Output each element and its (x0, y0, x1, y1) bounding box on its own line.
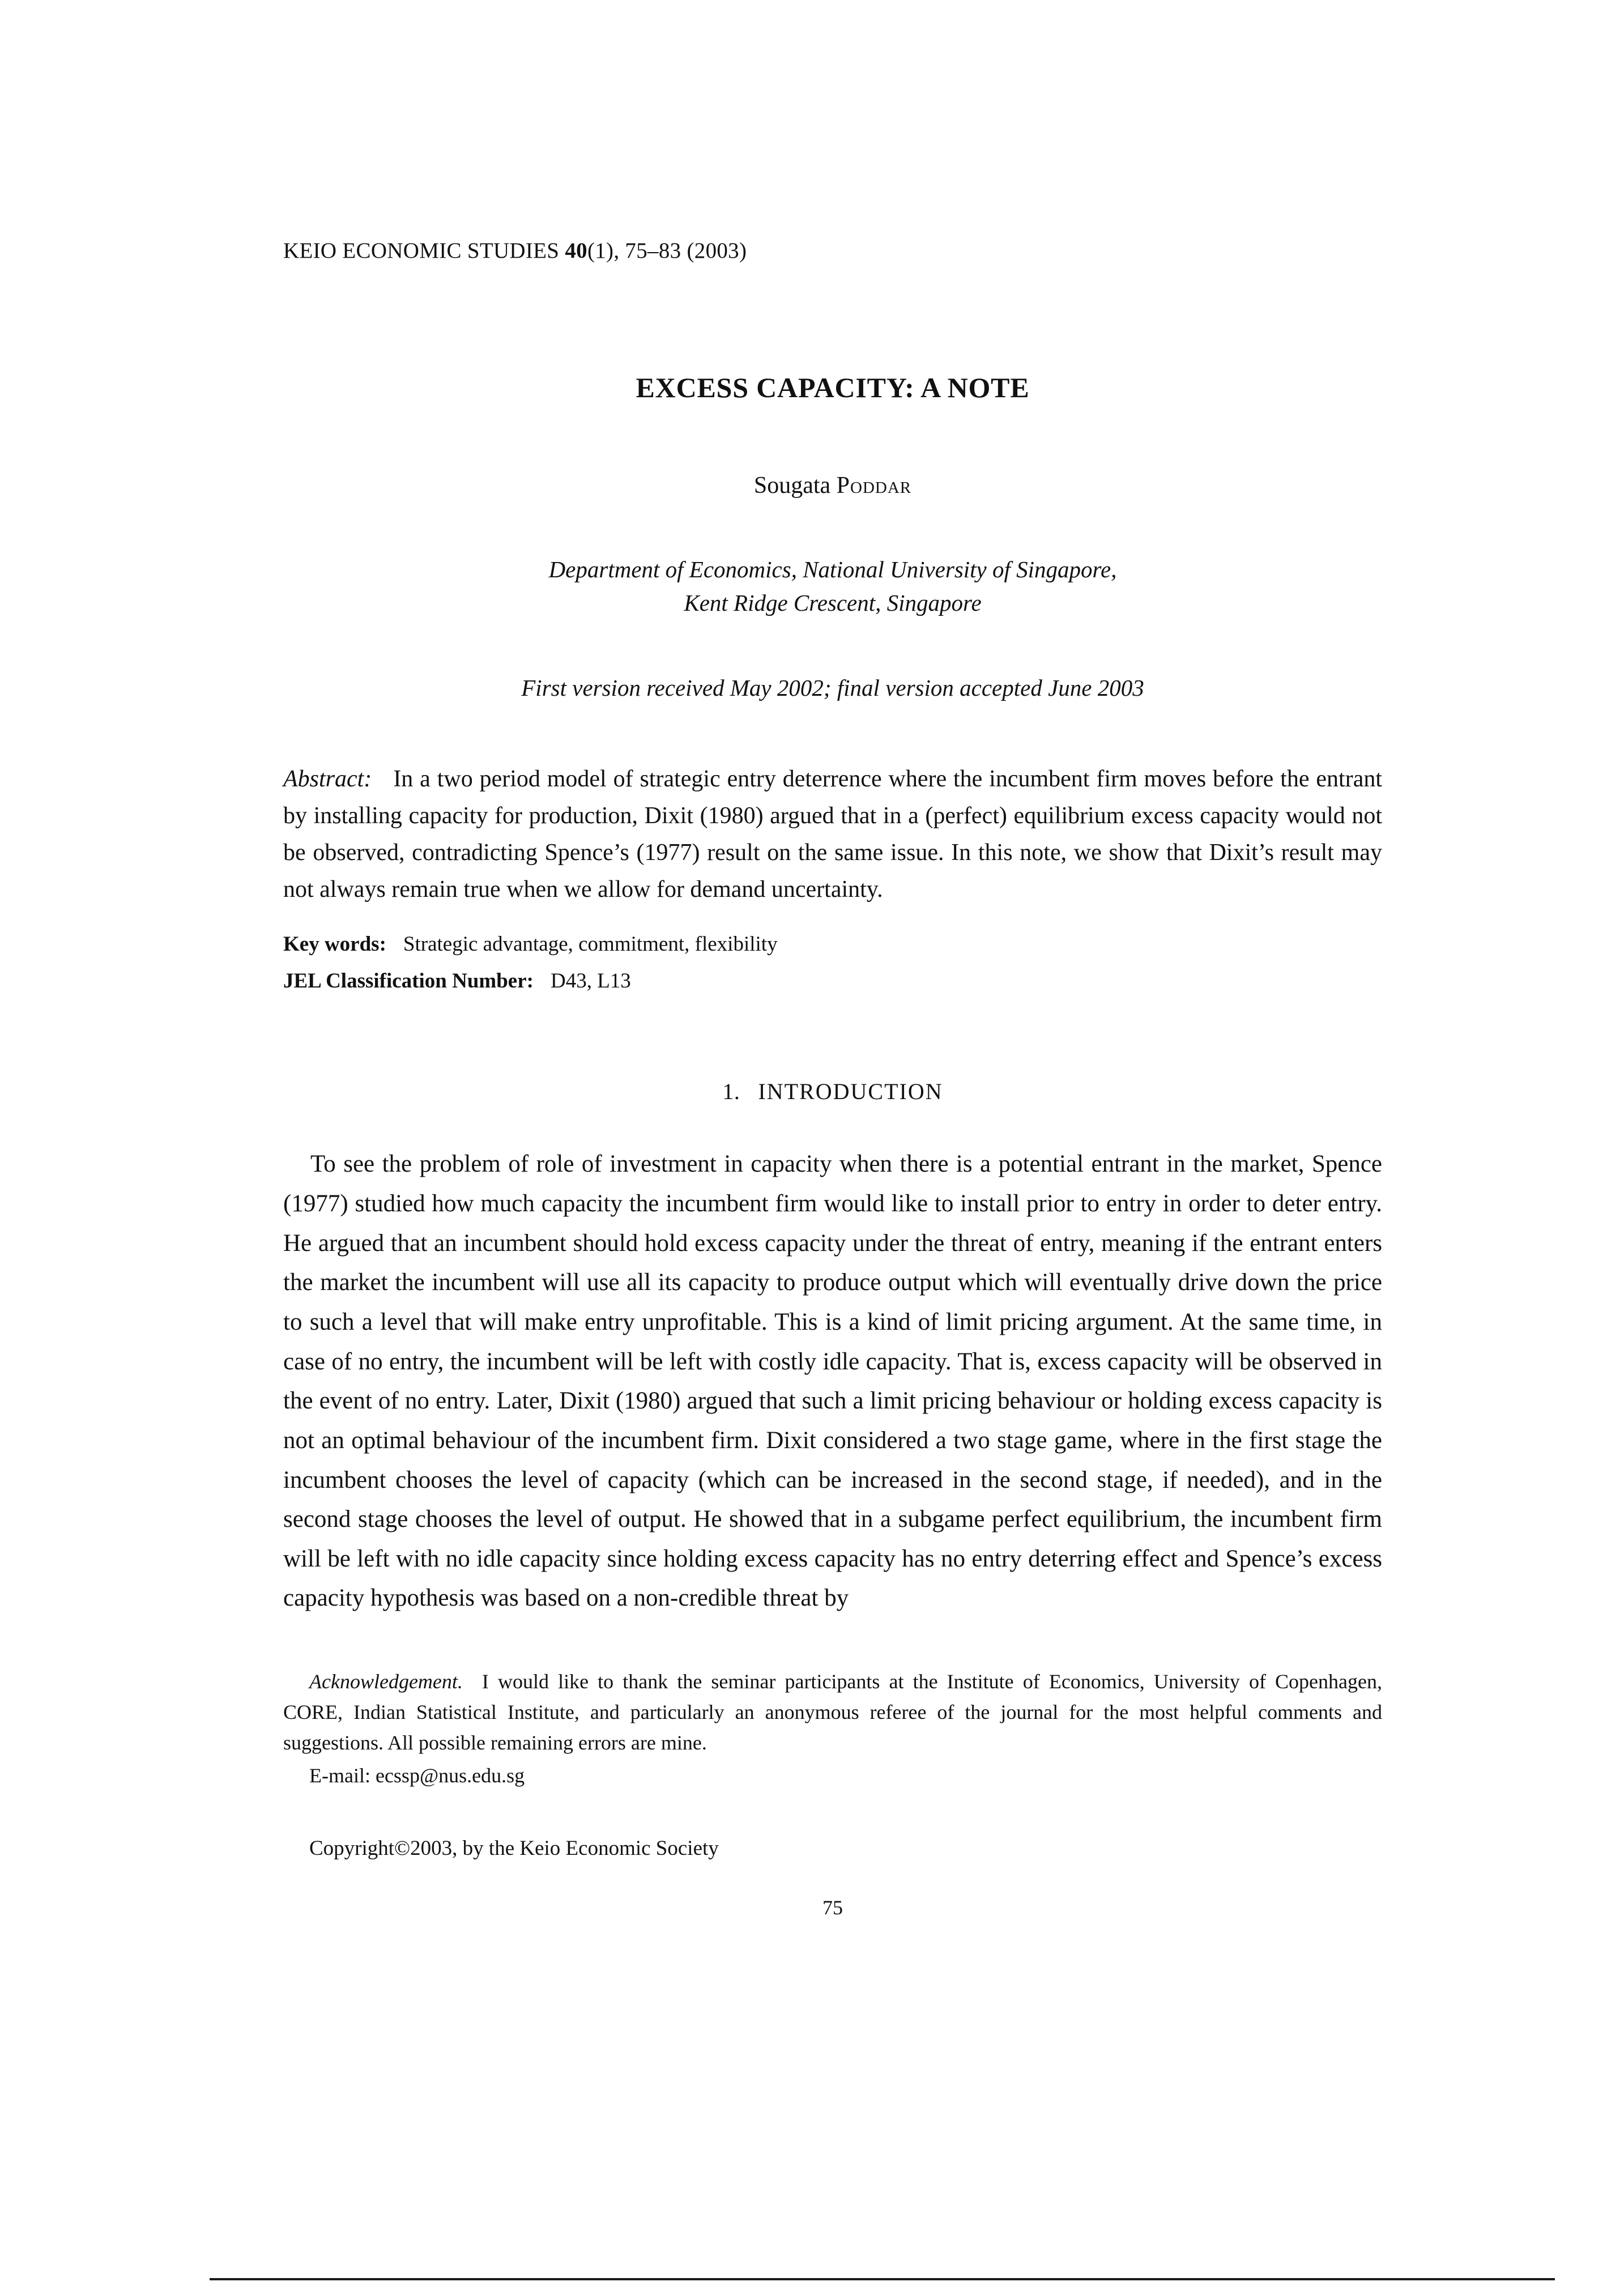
paper-title: EXCESS CAPACITY: A NOTE (636, 372, 1030, 403)
page-number: 75 (822, 1896, 843, 1919)
acknowledgement-text: I would like to thank the seminar participants at the Institute of Economics, University of Copenhagen, CORE, Indian Statistical Institute, and particularly an anonymous referee of the journal for the most helpful comments and suggestions. All possible remaining errors are mine. (283, 1670, 1382, 1755)
email-line: E-mail: ecssp@nus.edu.sg (309, 1764, 525, 1787)
page-content (283, 238, 1382, 1919)
jel-line (283, 969, 1382, 993)
abstract-text: In a two period model of strategic entry deterrence where the incumbent firm moves before the entrant by installing capacity for production, Dixit (1980) argued that in a (perfect) equilibrium excess capacity would not be observed, contradicting Spence’s (1977) result on the same issue. In this note, we show that Dixit’s result may not always remain true when we allow for demand uncertainty. (283, 765, 1382, 903)
section-number: 1. (722, 1079, 740, 1105)
affiliation (283, 553, 1382, 620)
received-dates: First version received May 2002; final version accepted June 2003 (521, 674, 1144, 701)
jel-label: JEL Classification Number: (283, 969, 534, 993)
copyright-line: Copyright©2003, by the Keio Economic Society (309, 1837, 719, 1861)
journal-name: KEIO ECONOMIC STUDIES (283, 239, 565, 263)
section-title: INTRODUCTION (758, 1079, 943, 1105)
affiliation-line-2: Kent Ridge Crescent, Singapore (684, 590, 982, 616)
intro-paragraph: To see the problem of role of investment in capacity when there is a potential entrant in the market, Spence (1977) studied how much capacity the incumbent firm would like to install prior to entry in order to deter entry. He argued that an incumbent should hold excess capacity under the threat of entry, meaning if the entrant enters the market the incumbent will use all its capacity to produce output which will eventually drive down the price to such a level that will make entry unprofitable. This is a kind of limit pricing argument. At the same time, in case of no entry, the incumbent will be left with costly idle capacity. That is, excess capacity will be observed in the event of no entry. Later, Dixit (1980) argued that such a limit pricing behaviour or holding excess capacity is not an optimal behaviour of the incumbent firm. Dixit considered a two stage game, where in the first stage the incumbent chooses the level of capacity (which can be increased in the second stage, if needed), and in the second stage chooses the level of output. He showed that in a subgame perfect equilibrium, the incumbent firm will be left with no idle capacity since holding excess capacity has no entry deterring effect and Spence’s excess capacity hypothesis was based on a non-credible threat by (283, 1151, 1382, 1612)
affiliation-line-1: Department of Economics, National University of Singapore, (548, 556, 1117, 582)
acknowledgement (283, 1666, 1382, 1758)
footnote-block (283, 1666, 1382, 1791)
journal-volume: 40 (565, 239, 587, 263)
keywords-line (283, 932, 1382, 956)
keywords-label: Key words: (283, 933, 386, 956)
journal-header (283, 238, 1382, 263)
author-first-name: Sougata (753, 472, 837, 499)
acknowledgement-label: Acknowledgement. (309, 1670, 463, 1693)
abstract-label: Abstract: (283, 765, 372, 792)
author-last-name: Poddar (836, 472, 912, 499)
scan-artifact-line (210, 2278, 1555, 2280)
jel-text: D43, L13 (550, 969, 631, 993)
author-line (283, 472, 1382, 499)
section-heading-introduction (283, 1078, 1382, 1105)
abstract (283, 761, 1382, 908)
keywords-text: Strategic advantage, commitment, flexibility (403, 933, 778, 956)
journal-issue-pages: (1), 75–83 (2003) (587, 239, 747, 263)
